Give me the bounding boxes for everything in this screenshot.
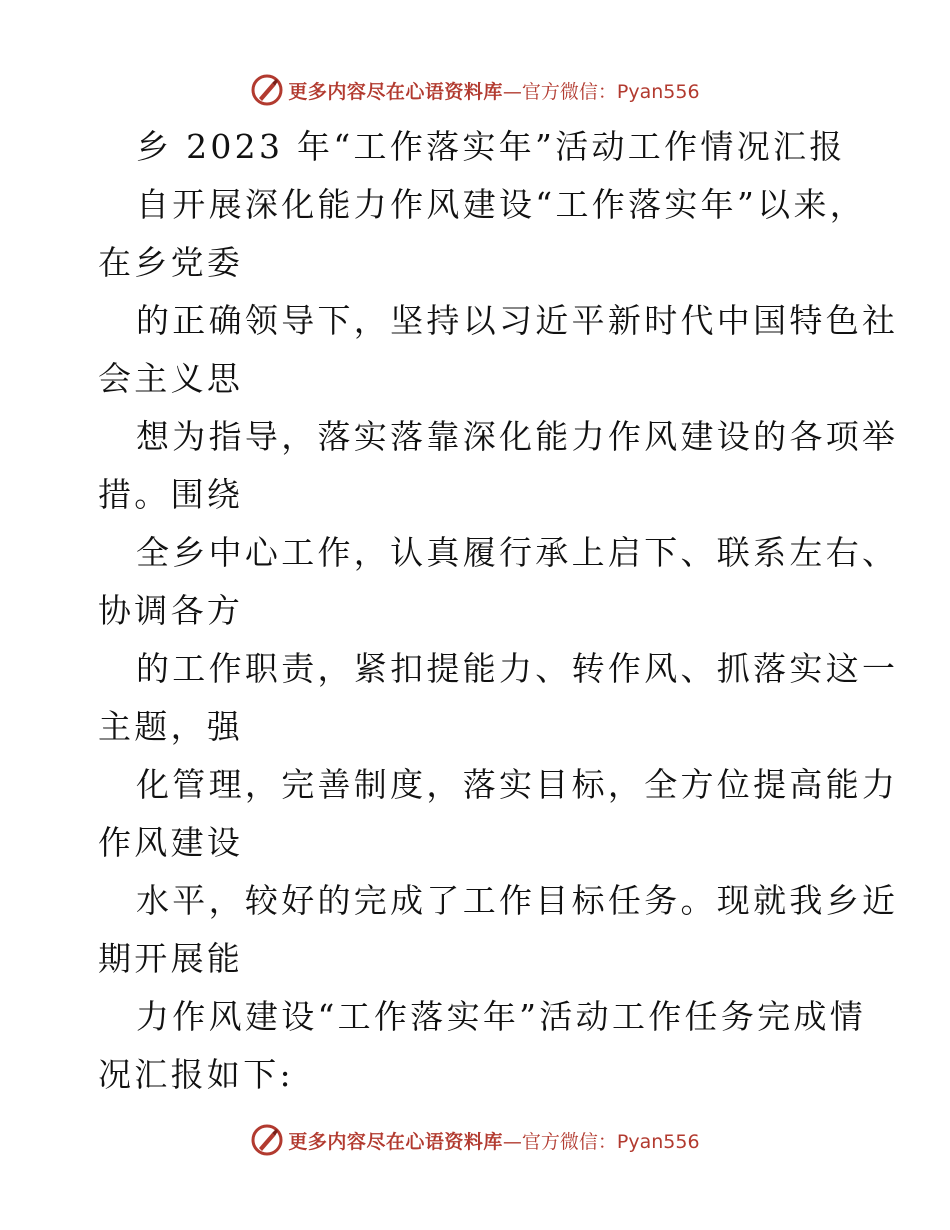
text-line-3: 的正确领导下，坚持以习近平新时代中国特色社	[136, 301, 899, 340]
text-line-4: 会主义思	[98, 359, 244, 398]
text-line-8: 协调各方	[98, 591, 244, 630]
text-line-13: 水平，较好的完成了工作目标任务。现就我乡近	[136, 881, 899, 920]
banner-title: 更多内容尽在心语资料库	[288, 80, 503, 103]
banner-wechat: —官方微信：Pyan556	[502, 1130, 700, 1153]
footer-banner	[0, 1120, 950, 1160]
text-line-2: 在乡党委	[98, 243, 244, 282]
banner-wechat: —官方微信：Pyan556	[502, 80, 700, 103]
text-line-16: 况汇报如下:	[98, 1055, 294, 1094]
pen-logo-icon	[250, 1123, 284, 1157]
text-line-11: 化管理，完善制度，落实目标，全方位提高能力	[136, 765, 899, 804]
text-line-1: 自开展深化能力作风建设“工作落实年”以来，	[136, 185, 867, 224]
text-line-10: 主题，强	[98, 707, 244, 746]
banner-title: 更多内容尽在心语资料库	[288, 1130, 503, 1153]
document-title: 乡 2023 年“工作落实年”活动工作情况汇报	[136, 127, 846, 166]
text-line-12: 作风建设	[98, 823, 244, 862]
document-body	[98, 118, 899, 1104]
text-line-14: 期开展能	[98, 939, 244, 978]
text-line-7: 全乡中心工作，认真履行承上启下、联系左右、	[136, 533, 899, 572]
header-banner	[0, 70, 950, 110]
pen-logo-icon	[250, 73, 284, 107]
text-line-9: 的工作职责，紧扣提能力、转作风、抓落实这一	[136, 649, 899, 688]
text-line-15: 力作风建设“工作落实年”活动工作任务完成情	[136, 997, 867, 1036]
text-line-5: 想为指导，落实落靠深化能力作风建设的各项举	[136, 417, 899, 456]
text-line-6: 措。围绕	[98, 475, 244, 514]
